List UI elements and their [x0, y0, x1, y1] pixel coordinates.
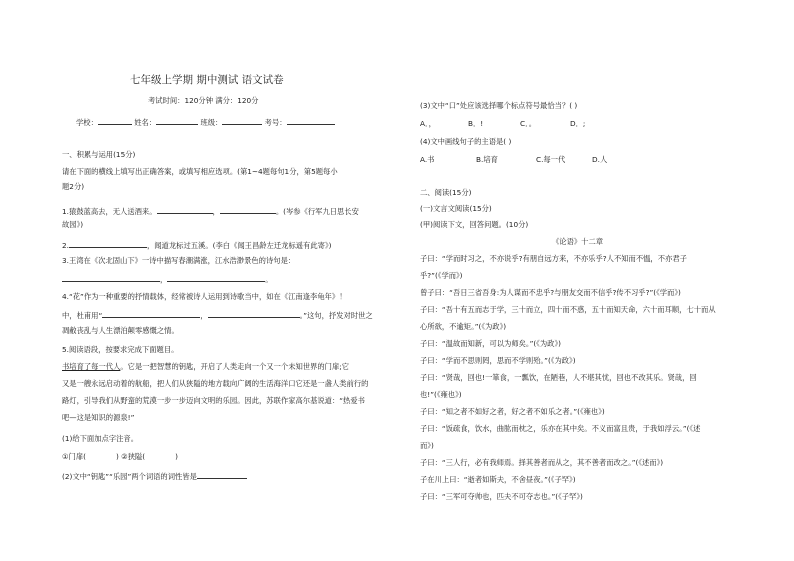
question-4-line2: 中，杜甫用“ ， 。”这句，抒发对时世之: [62, 311, 373, 320]
sub-question-1-items: ①门扉( ) ②狭隘( ): [62, 452, 178, 461]
passage-line-3: 路灯，引导我们从野蛮的荒漠一步一步迈向文明的乐园。因此，苏联作家高尔基说道：“热爱书: [62, 396, 365, 405]
option-c[interactable]: C.每一代: [536, 155, 566, 164]
question-4-line3: 凋敝丧乱与人生漂泊颠零感慨之情。: [62, 326, 179, 335]
q2-blank[interactable]: [69, 239, 147, 248]
section1-instruction: 请在下面的横线上填写出正确答案，或填写相应选项。(第1~4题每句1分，第5题每小: [62, 167, 338, 176]
analects-6: 子曰：“贤哉，回也!一箪食，一瓢饮，在陋巷，人不堪其忧，回也不改其乐。贤哉，回: [420, 373, 697, 382]
option-d[interactable]: D．;: [570, 119, 586, 128]
question-5: 5.阅读语段，按要求完成下面题目。: [62, 345, 179, 354]
question-1: 1.猿鼓蓝高去，无人送酒来。 ， 。(岑参《行军九日思长安: [62, 207, 359, 216]
analects-9: 子曰：“三人行，必有我师焉。择其善者而从之，其不善者而改之。”(《述而》): [420, 458, 664, 467]
analects-6-cont: 也!”(《雍也》): [420, 390, 462, 399]
sub-question-2: (2)文中“钥匙”“乐园”两个词语的词性皆是: [62, 470, 247, 482]
q3-blank-2[interactable]: [167, 273, 265, 282]
exam-info: 考试时间：120分钟 满分：120分: [148, 96, 259, 105]
subsection-jia: (甲)阅读下文，回答问题。(10分): [420, 220, 529, 229]
field-name-label: 姓名：: [134, 118, 157, 127]
option-b[interactable]: B.培育: [476, 155, 498, 164]
piece-title: 《论语》十二章: [552, 237, 604, 246]
passage-line-4: 吧—这是知识的源泉!”: [62, 413, 135, 422]
section1-instruction-cont: 题2分): [62, 182, 85, 191]
field-id-blank[interactable]: [287, 116, 335, 125]
sub-question-1: (1)给下面加点字注音。: [62, 434, 139, 443]
analects-1: 子曰：“学而时习之，不亦说乎?有朋自远方来，不亦乐乎?人不知而不愠，不亦君子: [420, 254, 687, 263]
analects-8-cont: 而》): [420, 441, 434, 450]
sub-question-3: (3)文中“口”处应该选择哪个标点符号最恰当？( ): [420, 101, 578, 110]
s2-blank[interactable]: [197, 470, 247, 479]
question-4: 4.“花”作为一种重要的抒情载体，经常被诗人运用到诗歌当中，如在《江南逢李龟年》！: [62, 292, 347, 301]
analects-5: 子曰：“学而不思则罔，思而不学则殆。”(《为政》): [420, 356, 576, 365]
analects-11: 子曰：“三军可夺帅也，匹夫不可夺志也。”(《子罕》): [420, 492, 583, 501]
field-school-label: 学校：: [76, 118, 98, 127]
q4-blank-2[interactable]: [208, 309, 300, 318]
sub-question-4: (4)文中画线句子的主语是( ): [420, 137, 512, 146]
student-info-fields: [76, 116, 335, 128]
q1-blank-1[interactable]: [157, 205, 213, 214]
sub-question-4-options: [420, 155, 607, 165]
field-class-blank[interactable]: [222, 116, 262, 125]
analects-1-cont: 乎?”(《学而》): [420, 271, 463, 280]
field-school-blank[interactable]: [98, 116, 132, 125]
question-2: 2. ，闻道龙标过五溪。(李白《闻王昌龄左迁龙标遥有此寄》): [62, 241, 332, 250]
analects-8: 子曰：“饭疏食，饮水，曲肱而枕之，乐亦在其中矣。不义而富且贵，于我如浮云。”(《述: [420, 424, 701, 433]
question-3-answer: ， 。: [62, 273, 273, 285]
field-name-blank[interactable]: [156, 116, 198, 125]
section2-title: 二、阅读(15分): [420, 188, 472, 197]
analects-4: 子曰：“温故而知新，可以为师矣。”(《为政》): [420, 339, 561, 348]
analects-3-cont: 心所欲，不逾矩。”(《为政》): [420, 322, 507, 331]
option-b[interactable]: B．!: [468, 119, 484, 128]
passage-line-1: 书培育了每一代人。它是一把智慧的钥匙，开启了人类走向一个又一个未知世界的门扉;它: [62, 362, 350, 371]
option-a[interactable]: A．，: [420, 119, 436, 128]
option-c[interactable]: C．。: [520, 119, 537, 128]
section1-title: 一、积累与运用(15分): [62, 150, 136, 159]
q3-blank-1[interactable]: [62, 273, 160, 282]
exam-title: 七年级上学期 期中测试 语文试卷: [130, 74, 284, 86]
underlined-sentence: 书培育了每一代人: [62, 362, 121, 371]
passage-line-2: 又是一艘永远启动着的航船，把人们从狭隘的地方载向广阔的生活海洋口它还是一盏人类前行的: [62, 379, 369, 388]
subsection-classical: (一)文言文阅读(15分): [420, 204, 492, 213]
field-class-label: 班级：: [200, 118, 223, 127]
analects-2: 曾子曰：“吾日三省吾身:为人谋而不忠乎?与朋友交而不信乎?传不习乎?”(《学而》): [420, 288, 681, 297]
q4-blank-1[interactable]: [102, 309, 200, 318]
question-1-source: 故园》): [62, 220, 84, 229]
analects-7: 子曰：“知之者不如好之者，好之者不如乐之者。”(《雍也》): [420, 407, 605, 416]
analects-10: 子在川上曰：“逝者如斯夫，不舍昼夜。”(《子罕》): [420, 475, 576, 484]
option-d[interactable]: D.人: [592, 155, 608, 164]
q1-blank-2[interactable]: [220, 205, 276, 214]
field-id-label: 考号：: [264, 118, 287, 127]
question-3: 3.王湾在《次北固山下》一诗中描写春潮满涨，江水浩渺景色的诗句是：: [62, 256, 296, 265]
sub-question-3-options: [420, 119, 585, 129]
option-a[interactable]: A.书: [420, 155, 435, 164]
analects-3: 子曰：“吾十有五而志于学，三十而立，四十而不惑，五十而知天命，六十而耳顺，七十而从: [420, 305, 716, 314]
